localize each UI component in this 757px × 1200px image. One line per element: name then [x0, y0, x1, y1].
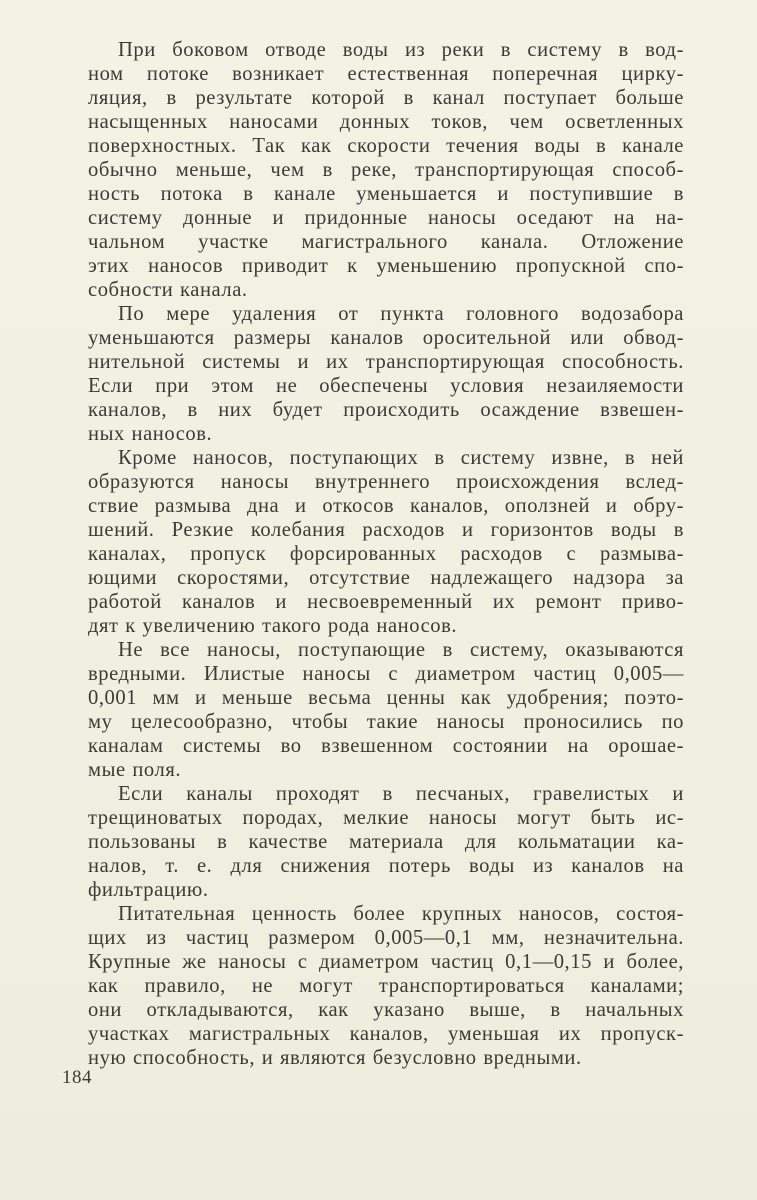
text-line: Питательная ценность более крупных наносов, состоя- — [118, 903, 684, 925]
text-line: они откладываются, как указано выше, в начальных — [88, 999, 684, 1021]
paragraph — [88, 446, 684, 638]
text-line: ствие размыва дна и откосов каналов, оползней и обру- — [88, 495, 684, 517]
paragraph — [88, 38, 684, 302]
text-line: налов, т. е. для снижения потерь воды из каналов на — [88, 855, 684, 877]
text-line: дят к увеличению такого рода наносов. — [88, 615, 458, 637]
text-line: 0,001 мм и меньше весьма ценны как удобрения; поэто- — [88, 687, 684, 709]
text-line: каналов, в них будет происходить осаждение взвешен- — [88, 399, 684, 421]
text-line: мые поля. — [88, 759, 182, 781]
text-line: ность потока в канале уменьшается и поступившие в — [88, 183, 684, 205]
paragraph — [88, 638, 684, 782]
text-line: работой каналов и несвоевременный их ремонт приво- — [88, 591, 684, 613]
text-line: Если каналы проходят в песчаных, гравелистых и — [118, 783, 684, 805]
text-line: ных наносов. — [88, 423, 213, 445]
paragraph — [88, 902, 684, 1070]
paragraph — [88, 782, 684, 902]
text-line: ном потоке возникает естественная поперечная цирку- — [88, 63, 684, 85]
text-line: каналам системы во взвешенном состоянии на орошае- — [88, 735, 684, 757]
paragraph — [88, 302, 684, 446]
text-line: ную способность, и являются безусловно вредными. — [88, 1047, 582, 1069]
text-line: поверхностных. Так как скорости течения воды в канале — [88, 135, 684, 157]
text-line: уменьшаются размеры каналов оросительной или обвод- — [88, 327, 684, 349]
text-line: собности канала. — [88, 279, 248, 301]
text-line: Крупные же наносы с диаметром частиц 0,1—0,15 и более, — [88, 951, 684, 973]
text-line: При боковом отводе воды из реки в систему в вод- — [118, 39, 684, 61]
text-line: систему донные и придонные наносы оседают на на- — [88, 207, 684, 229]
body-text — [88, 38, 684, 1070]
text-line: му целесообразно, чтобы такие наносы проносились по — [88, 711, 684, 733]
text-line: ляция, в результате которой в канал поступает больше — [88, 87, 684, 109]
text-line: как правило, не могут транспортироваться каналами; — [88, 975, 684, 997]
text-line: Если при этом не обеспечены условия незаиляемости — [88, 375, 684, 397]
text-line: вредными. Илистые наносы с диаметром частиц 0,005— — [88, 663, 684, 685]
text-line: Кроме наносов, поступающих в систему извне, в ней — [118, 447, 684, 469]
text-line: этих наносов приводит к уменьшению пропускной спо- — [88, 255, 684, 277]
page-number: 184 — [62, 1067, 92, 1088]
text-line: каналах, пропуск форсированных расходов с размыва- — [88, 543, 684, 565]
text-line: Не все наносы, поступающие в систему, оказываются — [118, 639, 684, 661]
text-line: нительной системы и их транспортирующая способность. — [88, 351, 684, 373]
text-line: трещиноватых породах, мелкие наносы могут быть ис- — [88, 807, 684, 829]
text-line: насыщенных наносами донных токов, чем осветленных — [88, 111, 684, 133]
text-line: участках магистральных каналов, уменьшая их пропуск- — [88, 1023, 684, 1045]
text-line: щих из частиц размером 0,005—0,1 мм, незначительна. — [88, 927, 684, 949]
text-line: шений. Резкие колебания расходов и горизонтов воды в — [88, 519, 684, 541]
text-line: пользованы в качестве материала для кольматации ка- — [88, 831, 684, 853]
text-line: фильтрацию. — [88, 879, 209, 901]
text-line: ющими скоростями, отсутствие надлежащего надзора за — [88, 567, 684, 589]
text-line: обычно меньше, чем в реке, транспортирующая способ- — [88, 159, 684, 181]
text-line: образуются наносы внутреннего происхождения вслед- — [88, 471, 684, 493]
text-line: По мере удаления от пункта головного водозабора — [118, 303, 684, 325]
text-line: чальном участке магистрального канала. Отложение — [88, 231, 684, 253]
